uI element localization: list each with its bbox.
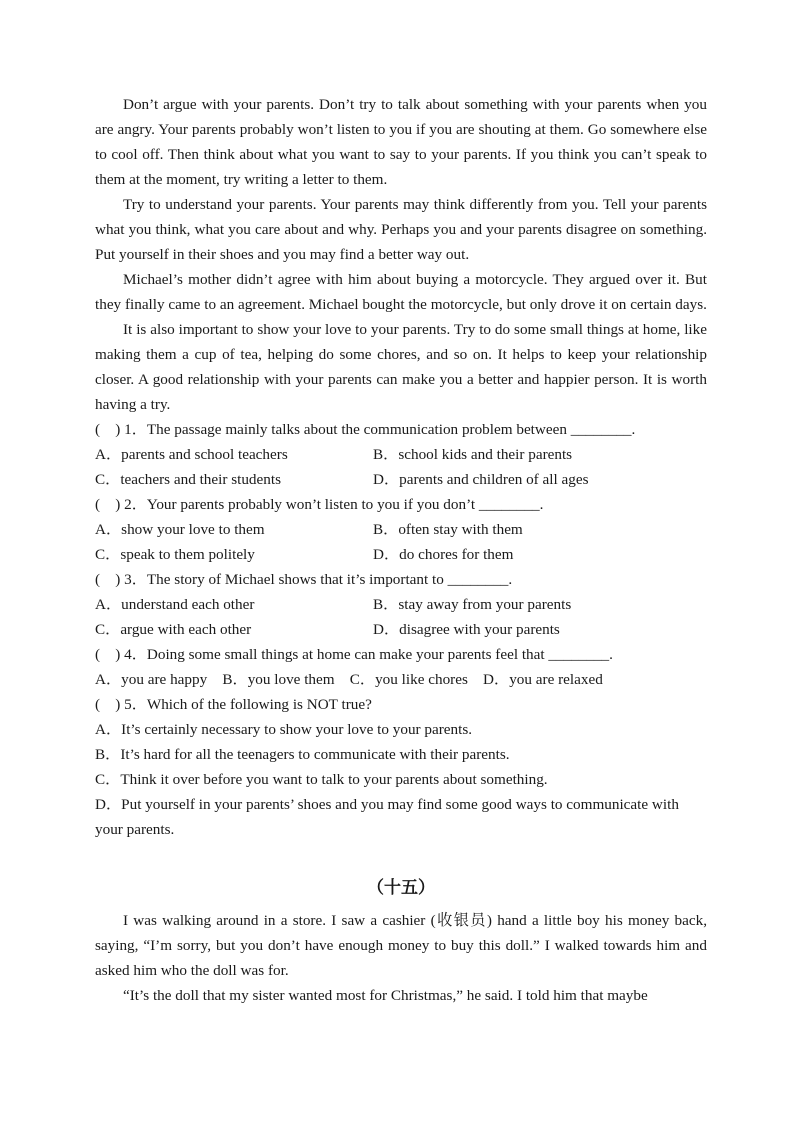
question-4 — [95, 642, 707, 692]
question-1 — [95, 417, 707, 492]
option-row — [95, 542, 707, 567]
question-stem: ( ) 4．Doing some small things at home can make your parents feel that ________. — [95, 646, 613, 663]
passage-paragraph-1: Don’t argue with your parents. Don’t try to talk about something with your parents when you are angry. Your parents probably won’t listen to you if you are shouting at them. Go somewhere else to cool off. Then think about what you want to say to your parents. If you think you can’t speak to them at the moment, try writing a letter to them. — [95, 96, 707, 188]
option-a: A．It’s certainly necessary to show your love to your parents. — [95, 721, 473, 738]
passage-paragraph-2: Try to understand your parents. Your parents may think differently from you. Tell your parents what you think, what you care about and why. Perhaps you and your parents disagree on something. Put yourself in their shoes and you may find a better way out. — [95, 196, 707, 263]
option-b: B．often stay with them — [373, 521, 523, 538]
option-d: D．Put yourself in your parents’ shoes and you may find some good ways to communicate with your parents. — [95, 796, 679, 838]
question-stem: ( ) 3．The story of Michael shows that it’s important to ________. — [95, 571, 513, 588]
option-row — [95, 442, 707, 467]
option-row — [95, 592, 707, 617]
option-c: C．speak to them politely — [95, 546, 255, 563]
option-a: A．understand each other — [95, 596, 255, 613]
option-row — [95, 517, 707, 542]
passage-paragraph-4: It is also important to show your love to your parents. Try to do some small things at home, like making them a cup of tea, helping do some chores, and so on. It helps to keep your relationship closer. A good relationship with your parents can make you a better and happier person. It is worth having a try. — [95, 321, 707, 413]
option-b: B．school kids and their parents — [373, 446, 573, 463]
option-d: D．disagree with your parents — [373, 621, 560, 638]
option-b: B．stay away from your parents — [373, 596, 572, 613]
option-d: D．do chores for them — [373, 546, 514, 563]
question-stem: ( ) 5．Which of the following is NOT true? — [95, 696, 372, 713]
section-paragraph-2: “It’s the doll that my sister wanted most for Christmas,” he said. I told him that maybe — [123, 987, 648, 1004]
option-a: A．parents and school teachers — [95, 446, 288, 463]
question-stem: ( ) 2．Your parents probably won’t listen to you if you don’t ________. — [95, 496, 544, 513]
option-c: C．argue with each other — [95, 621, 252, 638]
option-c: C．teachers and their students — [95, 471, 281, 488]
option-b: B．It’s hard for all the teenagers to communicate with their parents. — [95, 746, 510, 763]
option-row — [95, 467, 707, 492]
question-5 — [95, 692, 707, 842]
section-paragraph-1: I was walking around in a store. I saw a cashier (收银员) hand a little boy his money back, saying, “I’m sorry, but you don’t have enough money to buy this doll.” I walked towards him and asked him who the doll was for. — [95, 912, 707, 979]
option-a: A．show your love to them — [95, 521, 265, 538]
question-stem: ( ) 1．The passage mainly talks about the communication problem between ________. — [95, 421, 636, 438]
question-2 — [95, 492, 707, 567]
passage-paragraph-3: Michael’s mother didn’t agree with him about buying a motorcycle. They argued over it. But they finally came to an agreement. Michael bought the motorcycle, but only drove it on certain days. — [95, 271, 707, 313]
question-3 — [95, 567, 707, 642]
document-page — [95, 92, 707, 1008]
section-title: （十五） — [367, 878, 435, 898]
option-line: A．you are happy B．you love them C．you like chores D．you are relaxed — [95, 671, 603, 688]
option-c: C．Think it over before you want to talk to your parents about something. — [95, 771, 548, 788]
option-d: D．parents and children of all ages — [373, 471, 589, 488]
option-row — [95, 617, 707, 642]
